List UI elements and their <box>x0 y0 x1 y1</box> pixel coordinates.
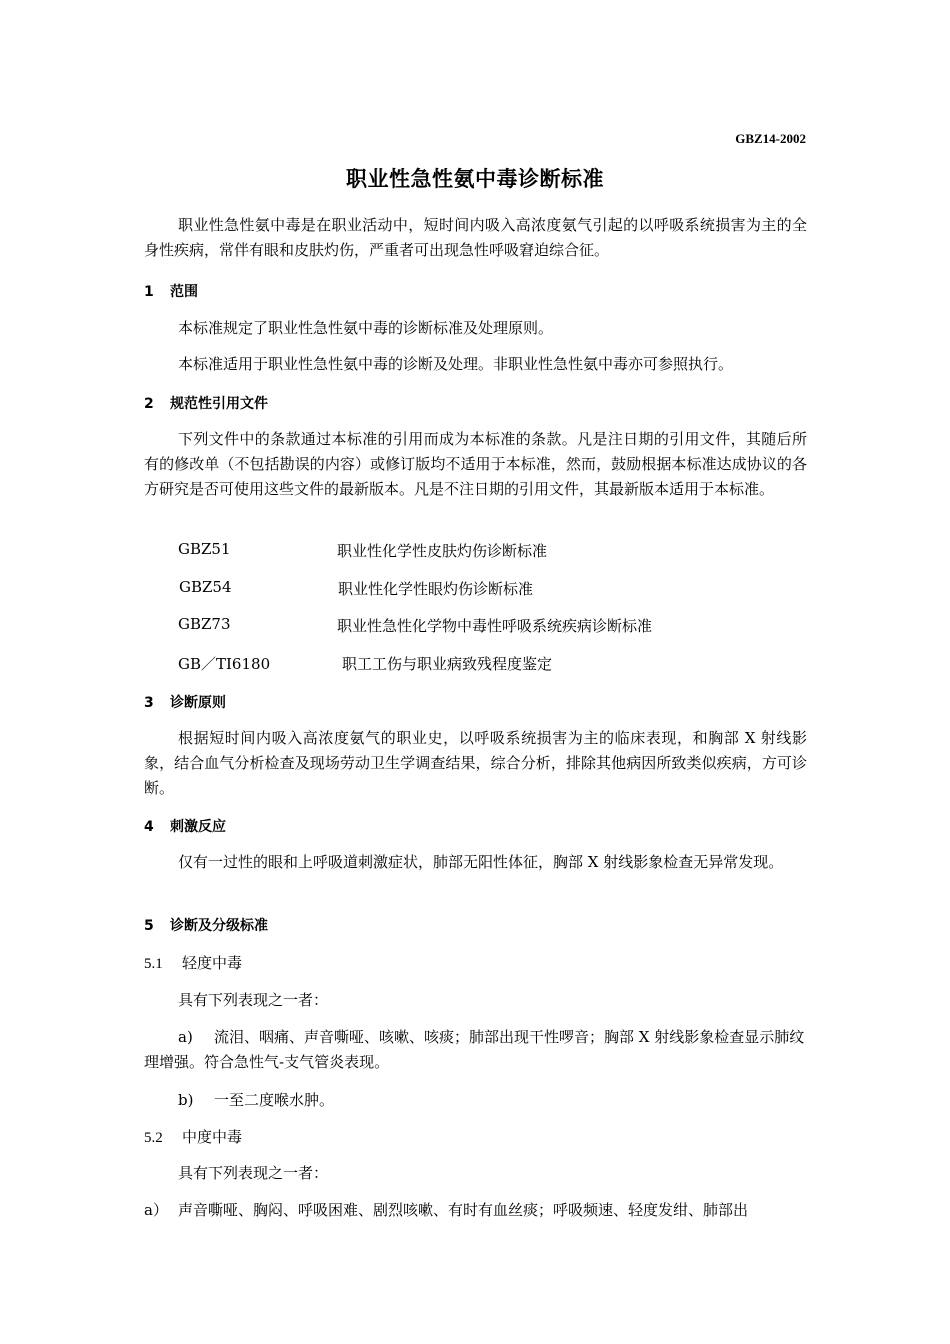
subsection-5-2-heading <box>144 1126 242 1147</box>
section-2-heading <box>144 393 268 413</box>
item-marker: a) <box>178 1028 193 1046</box>
subsection-5-1-lead: 具有下列表现之一者： <box>178 991 329 1009</box>
section-4-paragraph-1: 仅有一过性的眼和上呼吸道刺激症状，肺部无阳性体征，胸部 X 射线影象检查无异常发现。 <box>178 853 784 871</box>
item-5-2-a <box>144 1199 807 1220</box>
intro-paragraph: 职业性急性氨中毒是在职业活动中，短时间内吸入高浓度氨气引起的以呼吸系统损害为主的全身性疾病，常伴有眼和皮肤灼伤，严重者可出现急性呼吸窘迫综合征。 <box>144 216 807 259</box>
reference-code: GBZ51 <box>178 540 231 558</box>
section-3-paragraph-1: 根据短时间内吸入高浓度氨气的职业史，以呼吸系统损害为主的临床表现，和胸部 X 射线影象，结合血气分析检查及现场劳动卫生学调查结果，综合分析，排除其他病因所致类似疾病，方可诊断。 <box>144 729 807 797</box>
item-5-1-a <box>144 1025 807 1075</box>
section-number: 4 <box>144 819 154 835</box>
subsection-title: 轻度中毒 <box>182 954 243 972</box>
section-title: 诊断及分级标准 <box>170 918 268 934</box>
section-number: 1 <box>144 284 154 300</box>
standard-number: GBZ14-2002 <box>735 131 806 146</box>
item-text: 声音嘶哑、胸闷、呼吸困难、剧烈咳嗽、有时有血丝痰；呼吸频速、轻度发绀、肺部出 <box>178 1201 749 1219</box>
section-title: 范围 <box>170 284 198 300</box>
reference-title: 职业性化学性皮肤灼伤诊断标准 <box>337 542 548 560</box>
section-4-heading <box>144 816 226 836</box>
section-title: 刺激反应 <box>170 819 226 835</box>
item-text: 流泪、咽痛、声音嘶哑、咳嗽、咳痰；肺部出现干性啰音；胸部 X 射线影象检查显示肺纹理增强。符合急性气-支气管炎表现。 <box>144 1028 805 1071</box>
reference-code: GB／TI6180 <box>178 655 271 673</box>
reference-title: 职业性急性化学物中毒性呼吸系统疾病诊断标准 <box>337 617 653 635</box>
item-marker: b) <box>178 1091 194 1109</box>
document-title: 职业性急性氨中毒诊断标准 <box>346 167 604 191</box>
section-1-paragraph-1: 本标准规定了职业性急性氨中毒的诊断标准及处理原则。 <box>178 319 554 337</box>
section-number: 5 <box>144 918 154 934</box>
item-text: 一至二度喉水肿。 <box>214 1091 335 1109</box>
section-title: 诊断原则 <box>170 695 226 711</box>
reference-code: GBZ54 <box>179 578 232 596</box>
item-marker: a） <box>144 1201 168 1219</box>
reference-code: GBZ73 <box>178 615 231 633</box>
section-3-heading <box>144 692 226 712</box>
item-5-1-b <box>178 1089 334 1110</box>
section-1-paragraph-2: 本标准适用于职业性急性氨中毒的诊断及处理。非职业性急性氨中毒亦可参照执行。 <box>178 355 734 373</box>
section-title: 规范性引用文件 <box>170 396 268 412</box>
section-number: 3 <box>144 695 154 711</box>
section-1-heading <box>144 281 198 301</box>
reference-title: 职业性化学性眼灼伤诊断标准 <box>338 580 534 598</box>
subsection-number: 5.2 <box>144 1130 163 1146</box>
subsection-number: 5.1 <box>144 956 163 972</box>
subsection-5-1-heading <box>144 952 242 973</box>
section-number: 2 <box>144 396 154 412</box>
section-2-paragraph-1: 下列文件中的条款通过本标准的引用而成为本标准的条款。凡是注日期的引用文件，其随后所有的修改单（不包括勘误的内容）或修订版均不适用于本标准，然而，鼓励根据本标准达成协议的各方研究是否可使用这些文件的最新版本。凡是不注日期的引用文件，其最新版本适用于本标准。 <box>144 430 807 498</box>
reference-title: 职工工伤与职业病致残程度鉴定 <box>342 655 553 673</box>
subsection-5-2-lead: 具有下列表现之一者： <box>178 1164 329 1182</box>
section-5-heading <box>144 915 268 935</box>
subsection-title: 中度中毒 <box>182 1128 243 1146</box>
